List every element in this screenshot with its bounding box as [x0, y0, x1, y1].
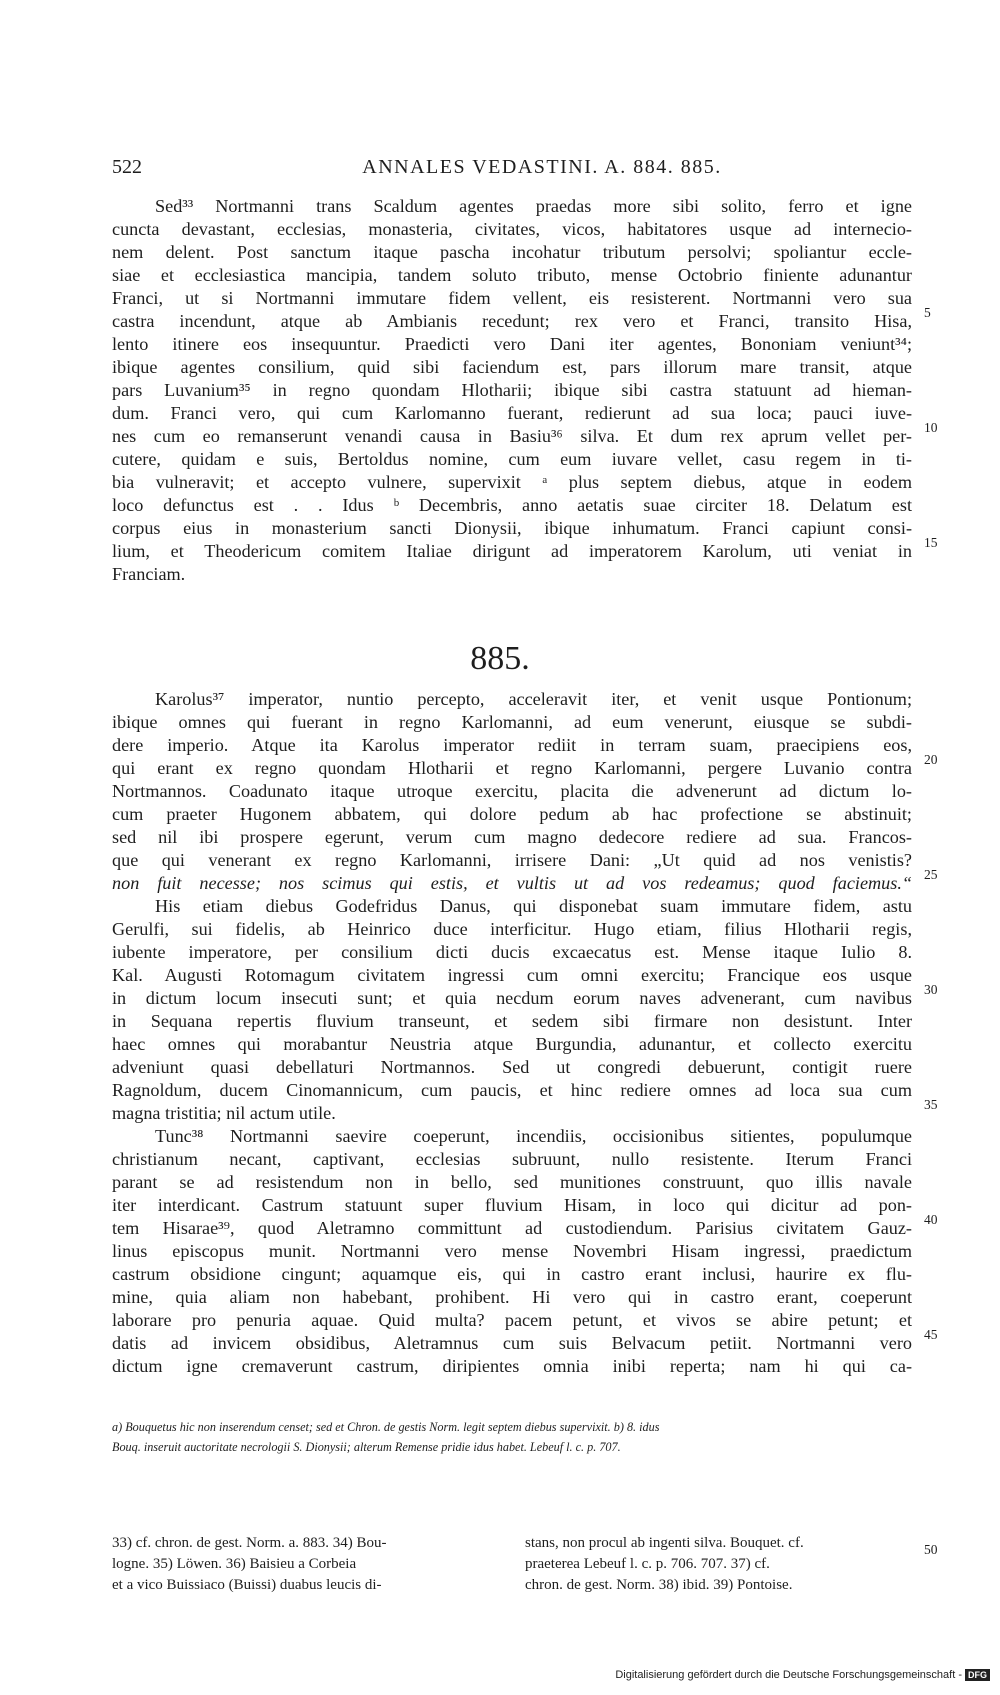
footnote-line: praeterea Lebeuf l. c. p. 706. 707. 37) cf. [525, 1556, 770, 1572]
text-line: datis ad invicem obsidibus, Aletramnus cum suis Belvacum petiit. Nortmanni vero [112, 1333, 912, 1353]
page-number: 522 [112, 156, 142, 178]
margin-line-number: 20 [924, 752, 938, 767]
apparatus-line: a) Bouquetus hic non inserendum censet; sed et Chron. de gestis Norm. legit septem diebus supervixit. b) 8. idus [112, 1420, 660, 1434]
text-line: loco defunctus est . . Idus ᵇ Decembris, anno aetatis suae circiter 18. Delatum est [112, 495, 912, 515]
text-line: dere imperio. Atque ita Karolus imperator rediit in terram suam, praecipiens eos, [112, 735, 912, 755]
margin-line-number: 15 [924, 535, 938, 550]
margin-line-number: 35 [924, 1097, 938, 1112]
text-line: Nortmannos. Coadunato itaque utroque exercitu, placita die advenerunt ad dictum lo- [112, 781, 912, 801]
text-line: in dictum locum insecuti sunt; et quia necdum eorum naves advenerant, cum navibus [112, 988, 912, 1008]
text-line: Ragnoldum, ducem Cinomannicum, cum paucis, et hinc rediere omnes ad loca sua cum [112, 1080, 912, 1100]
margin-line-number: 30 [924, 982, 938, 997]
text-line: dum. Franci vero, qui cum Karlomanno fuerant, redierunt ad sua loca; pauci iuve- [112, 403, 912, 423]
text-line: castrum obsidione cingunt; aquamque eis, qui in castro erant inclusi, haurire ex flu- [112, 1264, 912, 1284]
text-line: tem Hisarae³⁹, quod Aletramno committunt ad custodiendum. Parisius civitatem Gauz- [112, 1218, 912, 1238]
footnotes-left-column [112, 1533, 497, 1596]
dfg-logo: DFG [965, 1669, 990, 1681]
text-line: adveniunt quasi debellaturi Nortmannos. Sed ut congredi debuerunt, contigit ruere [112, 1057, 912, 1077]
margin-line-number: 40 [924, 1212, 938, 1227]
text-line: lento itinere eos insequuntur. Praedicti vero Dani iter agentes, Bononiam veniunt³⁴; [112, 334, 912, 354]
apparatus-line: Bouq. inseruit auctoritate necrologii S. Dionysii; alterum Remense pridie idus habet. Lebeuf l. c. p. 707. [112, 1440, 621, 1454]
year-heading: 885. [470, 640, 530, 677]
margin-line-number: 45 [924, 1327, 938, 1342]
margin-line-number: 50 [924, 1542, 938, 1557]
text-line: ibique agentes consilium, quid sibi faciendum est, pars illorum mare transit, atque [112, 357, 912, 377]
text-line: cum praeter Hugonem abbatem, qui dolore pedum ab hac profectione se abstinuit; [112, 804, 912, 824]
text-line: lium, et Theodericum comitem Italiae dirigunt ad imperatorem Karolum, uti veniat in [112, 541, 912, 561]
text-line: cutere, quidam e suis, Bertoldus nomine, cum eum iuvare vellet, casu regem in ti- [112, 449, 912, 469]
footnote-line: logne. 35) Löwen. 36) Baisieu a Corbeia [112, 1556, 357, 1572]
text-line: cuncta devastant, ecclesias, monasteria, civitates, vicos, habitatores usque ad internecio- [112, 219, 912, 239]
text-line: in Sequana repertis fluvium transeunt, et sedem sibi firmare non desistunt. Inter [112, 1011, 912, 1031]
running-header [112, 156, 912, 186]
credit-text: Digitalisierung gefördert durch die Deutsche Forschungsgemeinschaft - [615, 1669, 962, 1681]
text-line: que qui venerant ex regno Karlomanni, irrisere Dani: „Ut quid ad nos venistis? [112, 850, 912, 870]
margin-line-number: 5 [924, 305, 931, 320]
running-title: ANNALES VEDASTINI. A. 884. 885. [362, 156, 722, 178]
footnote-line: stans, non procul ab ingenti silva. Bouquet. cf. [525, 1535, 804, 1551]
margin-line-number: 10 [924, 420, 938, 435]
text-line: Franciam. [112, 564, 186, 584]
text-line: Kal. Augusti Rotomagum civitatem ingressi cum omni exercitu; Francique eos usque [112, 965, 912, 985]
text-line: sed nil ibi prospere egerunt, verum cum magno dedecore rediere ad sua. Francos- [112, 827, 912, 847]
text-line: iter interdicant. Castrum statuunt super fluvium Hisam, in loco qui dicitur ad pon- [112, 1195, 912, 1215]
text-line: haec omnes qui morabantur Neustria atque Burgundia, adunantur, et collecto exercitu [112, 1034, 912, 1054]
text-line: His etiam diebus Godefridus Danus, qui disponebat suam immutare fidem, astu [155, 896, 912, 916]
text-line: bia vulneravit; et accepto vulnere, supervixit ᵃ plus septem diebus, atque in eodem [112, 472, 912, 492]
text-line: Sed³³ Nortmanni trans Scaldum agentes praedas more sibi solito, ferro et igne [155, 196, 912, 216]
text-line: pars Luvanium³⁵ in regno quondam Hlotharii; ibique sibi castra statuunt ad hieman- [112, 380, 912, 400]
text-line: Franci, ut si Nortmanni immutare fidem vellent, eis resisterent. Nortmanni vero sua [112, 288, 912, 308]
text-line: castra incendunt, atque ab Ambianis recedunt; rex vero et Franci, transito Hisa, [112, 311, 912, 331]
text-line: magna tristitia; nil actum utile. [112, 1103, 336, 1123]
text-line: laborare pro penuria aquae. Quid multa? pacem petunt, et vivos se abire petunt; et [112, 1310, 912, 1330]
footnote-line: chron. de gest. Norm. 38) ibid. 39) Pontoise. [525, 1577, 793, 1593]
text-line: Tunc³⁸ Nortmanni saevire coeperunt, incendiis, occisionibus sitientes, populumque [155, 1126, 912, 1146]
text-line: non fuit necesse; nos scimus qui estis, et vultis ut ad vos redeamus; quod faciemus.“ [112, 873, 912, 893]
text-line: siae et ecclesiastica mancipia, tandem soluto tributo, mense Octobrio finiente adunantur [112, 265, 912, 285]
footnotes-right-column [525, 1533, 910, 1596]
text-line: Karolus³⁷ imperator, nuntio percepto, acceleravit iter, et venit usque Pontionum; [155, 689, 912, 709]
text-line: corpus eius in monasterium sancti Dionysii, ibique inhumatum. Franci capiunt consi- [112, 518, 912, 538]
text-line: iubente imperatore, per consilium dicti ducis excaecatus est. Mense itaque Iulio 8. [112, 942, 912, 962]
text-line: nes cum eo remanserunt venandi causa in Basiu³⁶ silva. Et dum rex aprum vellet per- [112, 426, 912, 446]
text-line: linus episcopus munit. Nortmanni vero mense Novembri Hisam ingressi, praedictum [112, 1241, 912, 1261]
text-line: parant se ad resistendum non in bello, sed munitiones construunt, quo illis navale [112, 1172, 912, 1192]
text-line: christianum necant, captivant, ecclesias subruunt, nullo resistente. Iterum Franci [112, 1149, 912, 1169]
text-line: qui erant ex regno quondam Hlotharii et regno Karlomanni, pergere Luvanio contra [112, 758, 912, 778]
text-line: mine, quia aliam non habebant, prohibent. Hi vero qui in castro erant, coeperunt [112, 1287, 912, 1307]
text-line: nem delent. Post sanctum itaque pascha incohatur tributum persolvi; spoliantur eccle- [112, 242, 912, 262]
text-line: dictum igne cremaverunt castrum, diripientes omnia inibi reperta; nam hi qui ca- [112, 1356, 912, 1376]
text-line: ibique omnes qui fuerant in regno Karlomanni, ad eum venerunt, eiusque se subdi- [112, 712, 912, 732]
margin-line-number: 25 [924, 867, 938, 882]
digitization-credit [615, 1669, 990, 1681]
footnote-line: 33) cf. chron. de gest. Norm. a. 883. 34) Bou- [112, 1535, 387, 1551]
footnote-line: et a vico Buissiaco (Buissi) duabus leucis di- [112, 1577, 382, 1593]
text-line: Gerulfi, sui fidelis, ab Heinrico duce interficitur. Hugo etiam, filius Hlotharii regis, [112, 919, 912, 939]
